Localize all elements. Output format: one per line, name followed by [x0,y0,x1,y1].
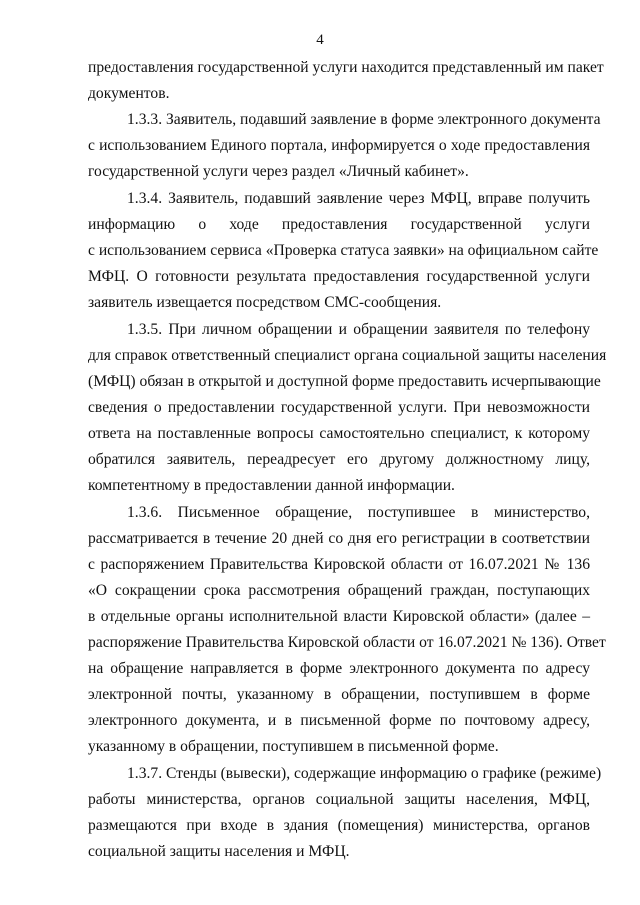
text-line: в отдельные органы исполнительной власти Кировской области» (далее – [88,608,590,625]
text-line: обратился заявитель, переадресует его другому должностному лицу, [88,451,590,468]
text-line: (МФЦ) обязан в открытой и доступной форме предоставить исчерпывающие [88,373,601,390]
text-line: социальной защиты населения и МФЦ. [88,843,350,860]
text-line: предоставления государственной услуги находится представленный им пакет [88,59,604,76]
text-line: сведения о предоставлении государственной услуги. При невозможности [88,399,590,416]
page-number: 4 [316,32,324,48]
text-line: с использованием сервиса «Проверка статуса заявки» на официальном сайте [88,242,599,259]
text-line: информацию о ходе предоставления государственной услуги [88,216,590,233]
paragraph-start-line: 1.3.3. Заявитель, подавший заявление в форме электронного документа [127,111,601,128]
text-line: заявитель извещается посредством СМС-сообщения. [88,294,442,311]
paragraph-start-line: 1.3.6. Письменное обращение, поступившее в министерство, [127,504,590,521]
text-line: электронной почты, указанному в обращении, поступившем в форме [88,686,590,703]
paragraph-start-line: 1.3.7. Стенды (вывески), содержащие информацию о графике (режиме) [127,765,602,782]
text-line: государственной услуги через раздел «Личный кабинет». [88,163,469,180]
text-line: размещаются при входе в здания (помещения) министерства, органов [88,817,590,834]
paragraph-start-line: 1.3.4. Заявитель, подавший заявление через МФЦ, вправе получить [127,190,590,207]
text-line: с распоряжением Правительства Кировской области от 16.07.2021 № 136 [88,556,590,573]
text-line: рассматривается в течение 20 дней со дня его регистрации в соответствии [88,530,590,547]
paragraph-start-line: 1.3.5. При личном обращении и обращении заявителя по телефону [127,321,590,338]
text-line: ответа на поставленные вопросы самостоятельно специалист, к которому [88,425,590,442]
text-line: документов. [88,85,170,102]
text-line: компетентному в предоставлении данной информации. [88,477,455,494]
text-line: для справок ответственный специалист органа социальной защиты населения [88,347,607,364]
text-line: с использованием Единого портала, информируется о ходе предоставления [88,137,590,154]
text-line: работы министерства, органов социальной защиты населения, МФЦ, [88,791,590,808]
text-line: «О сокращении срока рассмотрения обращений граждан, поступающих [88,582,590,599]
text-line: МФЦ. О готовности результата предоставления государственной услуги [88,268,590,285]
text-line: на обращение направляется в форме электронного документа по адресу [88,660,590,677]
text-line: указанному в обращении, поступившем в письменной форме. [88,738,499,755]
text-line: распоряжение Правительства Кировской области от 16.07.2021 № 136). Ответ [88,634,606,651]
text-line: электронного документа, и в письменной форме по почтовому адресу, [88,712,590,729]
